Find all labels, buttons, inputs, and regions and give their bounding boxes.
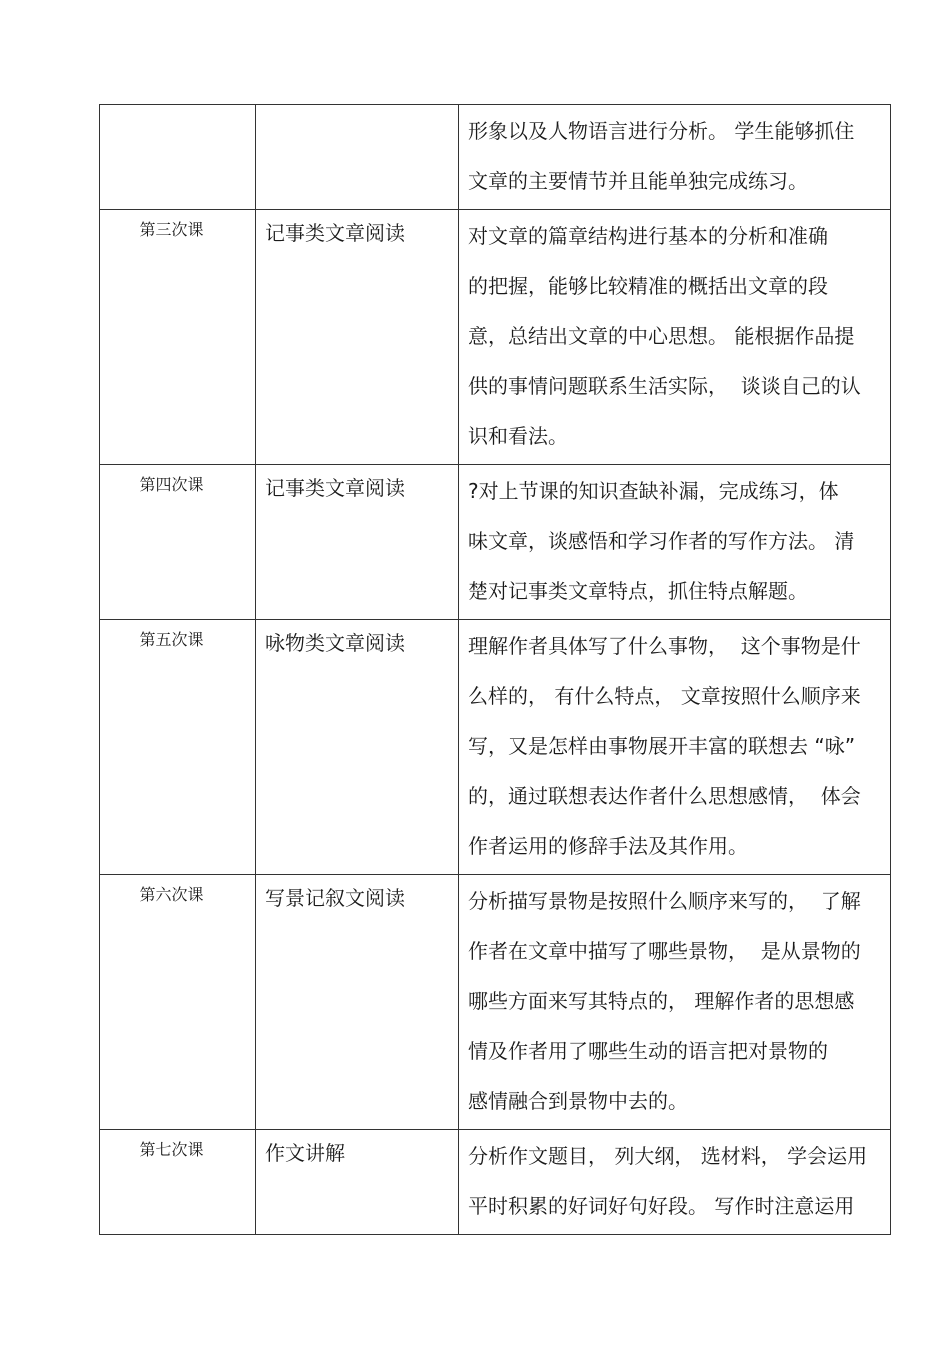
description-line: 形象以及人物语言进行分析。 学生能够抓住 [468, 119, 855, 143]
lesson-number-cell: 第三次课 [100, 210, 256, 465]
lesson-topic-cell [256, 105, 459, 210]
table-row [100, 1130, 891, 1235]
description-line: 作者在文章中描写了哪些景物， 是从景物的 [468, 939, 861, 963]
table-row [100, 105, 891, 210]
lesson-number-cell: 第四次课 [100, 465, 256, 620]
description-line: 作者运用的修辞手法及其作用。 [468, 834, 748, 858]
description-line: 楚对记事类文章特点，抓住特点解题。 [468, 579, 808, 603]
lesson-description-cell [459, 465, 891, 620]
description-line: 平时积累的好词好句好段。 写作时注意运用 [468, 1194, 855, 1218]
lesson-description-cell [459, 620, 891, 875]
description-line: 写，又是怎样由事物展开丰富的联想去 “咏” [468, 734, 856, 758]
lesson-topic-cell: 咏物类文章阅读 [256, 620, 459, 875]
table-row [100, 620, 891, 875]
description-line: 理解作者具体写了什么事物， 这个事物是什 [468, 634, 861, 658]
description-line: 识和看法。 [468, 424, 568, 448]
lesson-topic-cell: 记事类文章阅读 [256, 210, 459, 465]
description-line: 哪些方面来写其特点的， 理解作者的思想感 [468, 989, 855, 1013]
description-line: 味文章，谈感悟和学习作者的写作方法。 清 [468, 529, 855, 553]
description-line: 分析描写景物是按照什么顺序来写的， 了解 [468, 889, 861, 913]
description-line: 意，总结出文章的中心思想。 能根据作品提 [468, 324, 855, 348]
lesson-description-cell [459, 875, 891, 1130]
description-line: 对文章的篇章结构进行基本的分析和准确 [468, 224, 828, 248]
lesson-description-cell [459, 105, 891, 210]
description-line: 的把握，能够比较精准的概括出文章的段 [468, 274, 828, 298]
lesson-topic-cell: 作文讲解 [256, 1130, 459, 1235]
description-line: 供的事情问题联系生活实际， 谈谈自己的认 [468, 374, 861, 398]
description-line: 情及作者用了哪些生动的语言把对景物的 [468, 1039, 828, 1063]
description-line: 分析作文题目， 列大纲， 选材料， 学会运用 [468, 1144, 868, 1168]
lesson-number-cell: 第五次课 [100, 620, 256, 875]
table-row [100, 465, 891, 620]
lesson-topic-cell: 写景记叙文阅读 [256, 875, 459, 1130]
lesson-topic-cell: 记事类文章阅读 [256, 465, 459, 620]
description-line: 的，通过联想表达作者什么思想感情， 体会 [468, 784, 861, 808]
lesson-number-cell: 第六次课 [100, 875, 256, 1130]
lesson-number-cell: 第七次课 [100, 1130, 256, 1235]
description-line: 文章的主要情节并且能单独完成练习。 [468, 169, 808, 193]
lesson-number-cell [100, 105, 256, 210]
description-line: ?对上节课的知识查缺补漏，完成练习，体 [468, 479, 839, 503]
table-body [100, 105, 891, 1235]
lesson-description-cell [459, 1130, 891, 1235]
curriculum-table [99, 104, 891, 1235]
lesson-description-cell [459, 210, 891, 465]
description-line: 么样的， 有什么特点， 文章按照什么顺序来 [468, 684, 861, 708]
table-row [100, 210, 891, 465]
description-line: 感情融合到景物中去的。 [468, 1089, 688, 1113]
table-row [100, 875, 891, 1130]
